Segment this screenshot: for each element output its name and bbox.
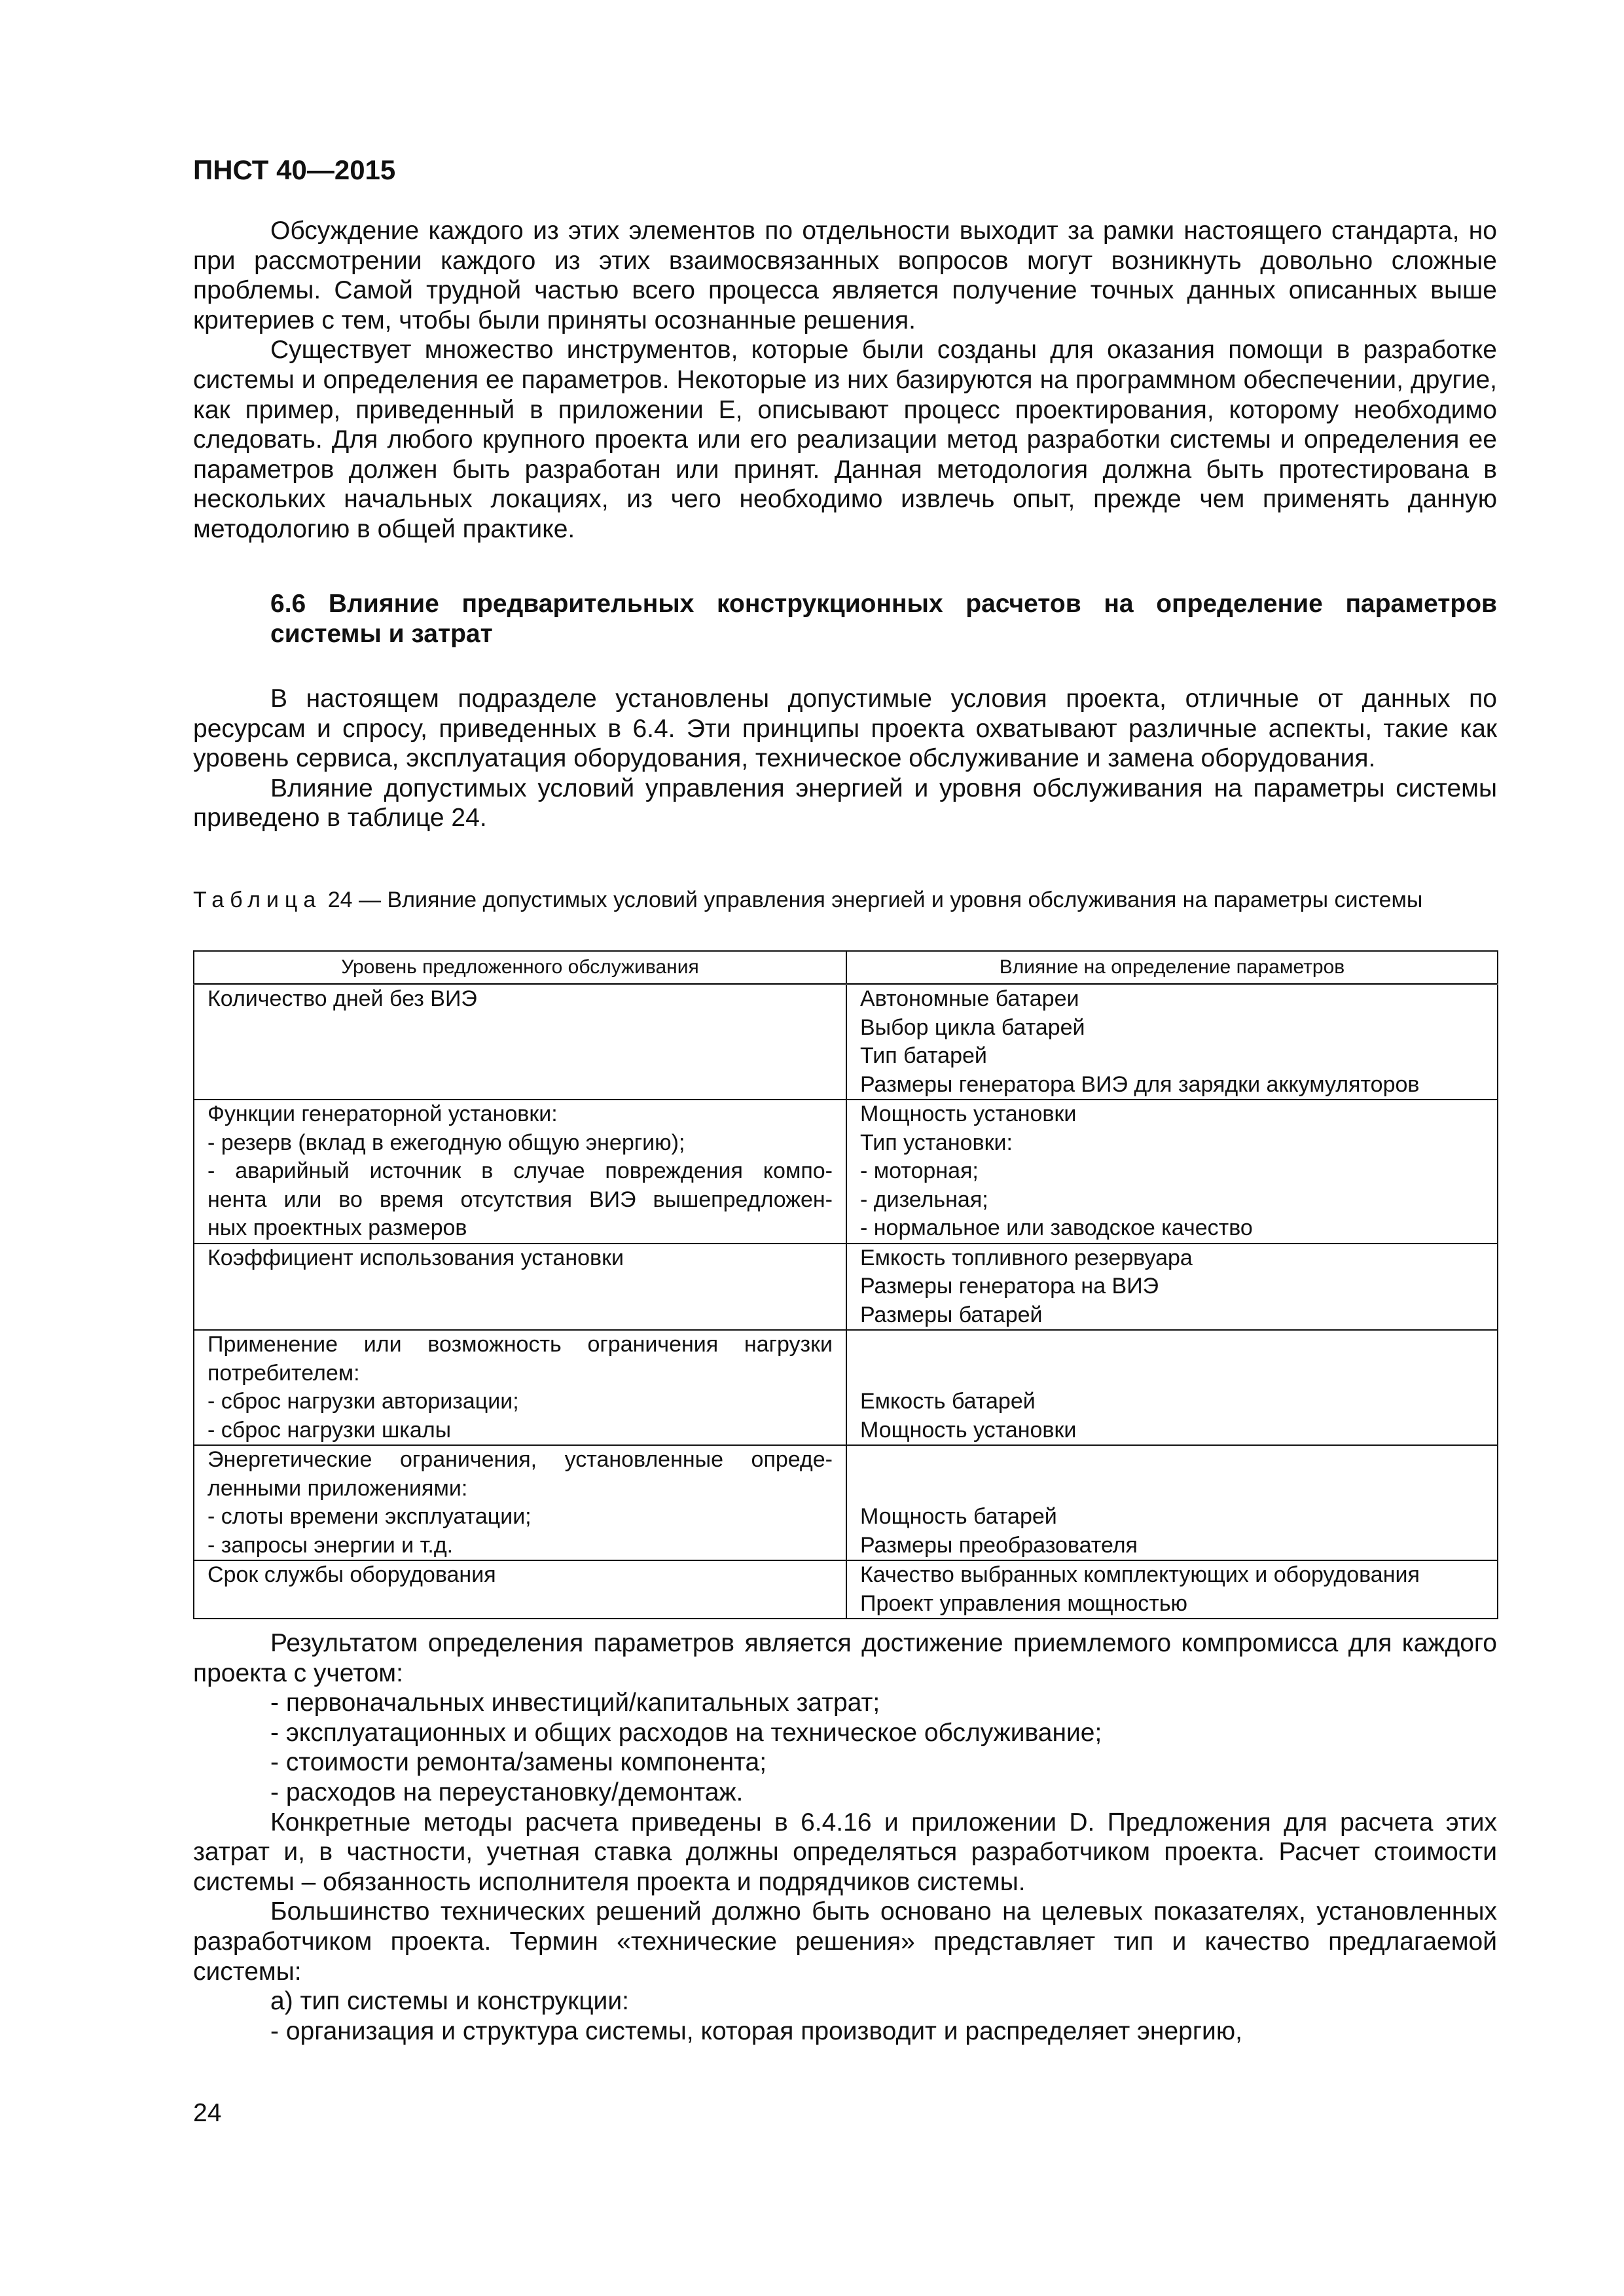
after-paragraph-2: Конкретные методы расчета приведены в 6.4.16 и приложении D. Предложения для расчета этих затрат и, в частности, учетная ставка должны определяться разработчиком проекта. Расчет стоимости системы – обязанность исполнителя проекта и подрядчиков системы. [193,1808,1497,1896]
table-caption [193,887,1497,913]
table-cell-left [194,1100,846,1244]
section-paragraph-2: Влияние допустимых условий управления энергией и уровня обслуживания на параметры системы приведено в таблице 24. [193,774,1497,833]
table-cell-left [194,1560,846,1619]
section-paragraph-1: В настоящем подразделе установлены допустимые условия проекта, отличные от данных по ресурсам и спросу, приведенных в 6.4. Эти принципы проекта охватывают различные аспекты, такие как уровень сервиса, эксплуатация оборудования, техническое обслуживание и замена оборудования. [193,685,1497,773]
after-paragraph-1: Результатом определения параметров является достижение приемлемого компромисса для каждого проекта с учетом: [193,1629,1497,1687]
cell-line: - резерв (вклад в ежегодную общую энергию); [208,1130,685,1155]
cell-line: - сброс нагрузки шкалы [208,1417,452,1443]
cell-line: Размеры батарей [860,1302,1043,1327]
table-cell-left [194,984,846,1100]
list-item: - стоимости ремонта/замены компонента; [270,1748,767,1777]
cell-line [860,1331,1484,1359]
cell-line: ных проектных размеров [208,1215,467,1240]
list-item: - первоначальных инвестиций/капитальных затрат; [270,1689,880,1717]
list-item: - эксплуатационных и общих расходов на техническое обслуживание; [270,1718,1102,1747]
intro-text [193,216,1497,545]
cell-line: - запросы энергии и т.д. [208,1532,454,1558]
table-cell-right [846,1330,1498,1445]
table-cell-right [846,1100,1498,1244]
list-item: - расходов на переустановку/демонтаж. [270,1778,744,1806]
cell-line: Коэффициент использования установки [208,1245,624,1270]
table-cell-right [846,1445,1498,1560]
table-cell-left [194,1244,846,1331]
cell-line: ленными приложениями: [208,1475,468,1501]
cell-line: Срок службы оборудования [208,1562,496,1587]
cell-line: Функции генераторной установки: [208,1102,558,1126]
cell-line: - нормальное или заводское качество [860,1215,1253,1240]
cell-line: Тип батарей [860,1043,987,1068]
cell-line: Количество дней без ВИЭ [208,986,477,1011]
table-row [194,1560,1498,1619]
cell-line: Мощность батарей [860,1504,1057,1529]
cell-line: Выбор цикла батарей [860,1014,1085,1040]
table-header-left: Уровень предложенного обслуживания [194,951,846,984]
cell-line [860,1359,1484,1388]
table-row [194,1100,1498,1244]
table-cell-right [846,984,1498,1100]
cell-line: Качество выбранных комплектующих и оборудования [860,1562,1420,1587]
table-row [194,984,1498,1100]
cell-line: Размеры генератора ВИЭ для зарядки аккумуляторов [860,1071,1420,1097]
standard-code: ПНСТ 40—2015 [193,154,396,185]
after-paragraph-3: Большинство технических решений должно быть основано на целевых показателях, установленных разработчиком проекта. Термин «технические решения» представляет тип и качество предлагаемой системы: [193,1897,1497,1986]
cell-line: Размеры преобразователя [860,1532,1138,1558]
cell-line [860,1475,1484,1503]
page-number: 24 [193,2099,222,2127]
cell-line [860,1446,1484,1475]
cell-line: Энергетические ограничения, установленные опреде- [208,1447,833,1472]
section-heading: 6.6 Влияние предварительных конструкционных расчетов на определение параметров системы и затрат [270,590,1497,648]
list-item-a: а) тип системы и конструкции: [270,1987,629,2016]
cell-line: - слоты времени эксплуатации; [208,1504,532,1529]
table-header-right: Влияние на определение параметров [846,951,1498,984]
after-table-text [193,1628,1497,2046]
intro-paragraph-1: Обсуждение каждого из этих элементов по отдельности выходит за рамки настоящего стандарта, но при рассмотрении каждого из этих взаимосвязанных вопросов могут возникнуть довольно сложные проблемы. Самой трудной частью всего процесса является получение точных данных описанных выше критериев с тем, чтобы были приняты осознанные решения. [193,217,1497,334]
cell-line: Проект управления мощностью [860,1590,1188,1616]
table-row [194,1244,1498,1331]
cell-line: Тип установки: [860,1130,1013,1155]
cell-line: - дизельная; [860,1187,988,1212]
table-24 [193,950,1498,1619]
table-cell-left [194,1330,846,1445]
table-cell-right [846,1560,1498,1619]
cell-line: - сброс нагрузки авторизации; [208,1389,519,1414]
cell-line: - моторная; [860,1158,979,1183]
cell-line: Мощность установки [860,1102,1077,1126]
table-cell-right [846,1244,1498,1331]
table-row [194,1330,1498,1445]
cell-line: Емкость батарей [860,1389,1036,1414]
table-header-row [194,951,1498,984]
list-item-a-sub: - организация и структура системы, которая производит и распределяет энергию, [270,2017,1242,2045]
cell-line: потребителем: [208,1360,360,1386]
cell-line: Размеры генератора на ВИЭ [860,1274,1159,1299]
table-cell-left [194,1445,846,1560]
cell-line: - аварийный источник в случае повреждения компо- [208,1158,833,1183]
cell-line: Емкость топливного резервуара [860,1245,1193,1270]
cell-line: Автономные батареи [860,986,1079,1011]
cell-line: нента или во время отсутствия ВИЭ вышепредложен- [208,1187,833,1212]
intro-paragraph-2: Существует множество инструментов, которые были созданы для оказания помощи в разработке системы и определения ее параметров. Некоторые из них базируются на программном обеспечении, другие, как пример, приведенный в приложении Е, описывают процесс проектирования, которому необходимо следовать. Для любого крупного проекта или его реализации метод разработки системы и определения ее параметров должен быть разработан или принят. Данная методология должна быть протестирована в нескольких начальных локациях, из чего необходимо извлечь опыт, прежде чем применять данную методологию в общей практике. [193,336,1497,543]
cell-line: Применение или возможность ограничения нагрузки [208,1332,833,1357]
cell-line: Мощность установки [860,1417,1077,1443]
section-text [193,684,1497,833]
table-row [194,1445,1498,1560]
table-caption-text: 24 — Влияние допустимых условий управления энергией и уровня обслуживания на параметры системы [327,888,1423,912]
table-caption-label: Таблица [193,888,322,912]
